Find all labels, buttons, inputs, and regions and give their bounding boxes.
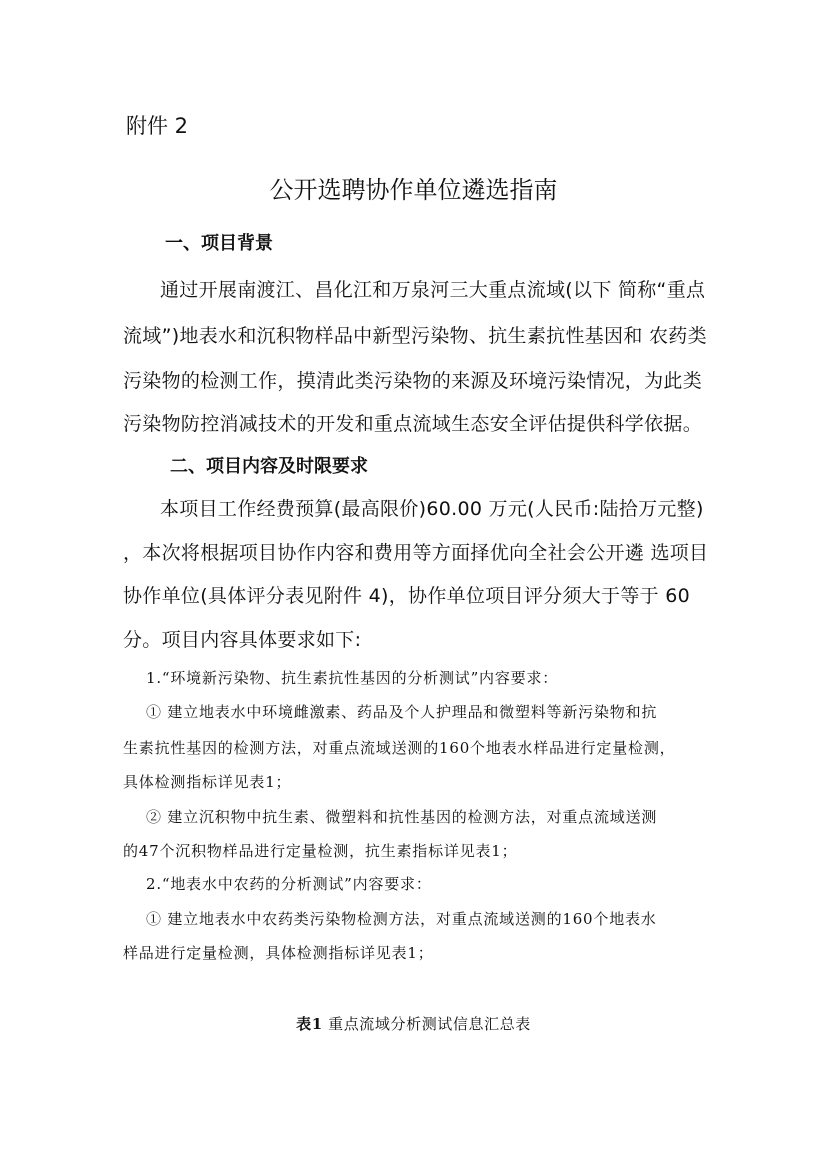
requirement-line: 1.“环境新污染物、抗生素抗性基因的分析测试”内容要求： [146,669,559,687]
requirement-line: ① 建立地表水中农药类污染物检测方法，对重点流域送测的160个地表水 [146,910,657,928]
requirement-line: 具体检测指标详见表1； [123,773,292,791]
requirement-line: ① 建立地表水中环境雌激素、药品及个人护理品和微塑料等新污染物和抗 [146,703,658,721]
paragraph-line: ，本次将根据项目协作内容和费用等方面择优向全社会公开遴 选项目 [123,542,709,564]
paragraph-line: 流域”)地表水和沉积物样品中新型污染物、抗生素抗性基因和 农药类 [123,325,707,347]
table-caption [0,1013,827,1034]
requirement-line: 样品进行定量检测，具体检测指标详见表1； [123,944,434,962]
paragraph-line: 分。项目内容具体要求如下: [123,629,362,651]
requirement-line: 的47个沉积物样品进行定量检测，抗生素指标详见表1； [123,842,518,860]
section-heading-background: 一、项目背景 [165,233,273,254]
requirement-line: 生素抗性基因的检测方法，对重点流域送测的160个地表水样品进行定量检测， [123,739,676,757]
requirement-line: 2.“地表水中农药的分析测试”内容要求： [146,875,432,893]
paragraph-line: 污染物防控消减技术的开发和重点流域生态安全评估提供科学依据。 [123,413,703,435]
table-caption-text: 重点流域分析测试信息汇总表 [322,1015,531,1033]
requirement-line: ② 建立沉积物中抗生素、微塑料和抗性基因的检测方法，对重点流域送测 [146,808,658,826]
document-title: 公开选聘协作单位遴选指南 [269,176,558,204]
section-heading-content: 二、项目内容及时限要求 [170,456,368,477]
paragraph-line: 协作单位(具体评分表见附件 4)，协作单位项目评分须大于等于 60 [123,585,691,607]
table-caption-label: 表1 [296,1015,323,1033]
attachment-label: 附件 2 [126,114,189,138]
paragraph-line: 本项目工作经费预算(最高限价)60.00 万元(人民币:陆拾万元整) [160,498,704,520]
paragraph-line: 污染物的检测工作，摸清此类污染物的来源及环境污染情况，为此类 [123,370,703,392]
paragraph-line: 通过开展南渡江、昌化江和万泉河三大重点流域(以下 简称“重点 [160,279,706,301]
